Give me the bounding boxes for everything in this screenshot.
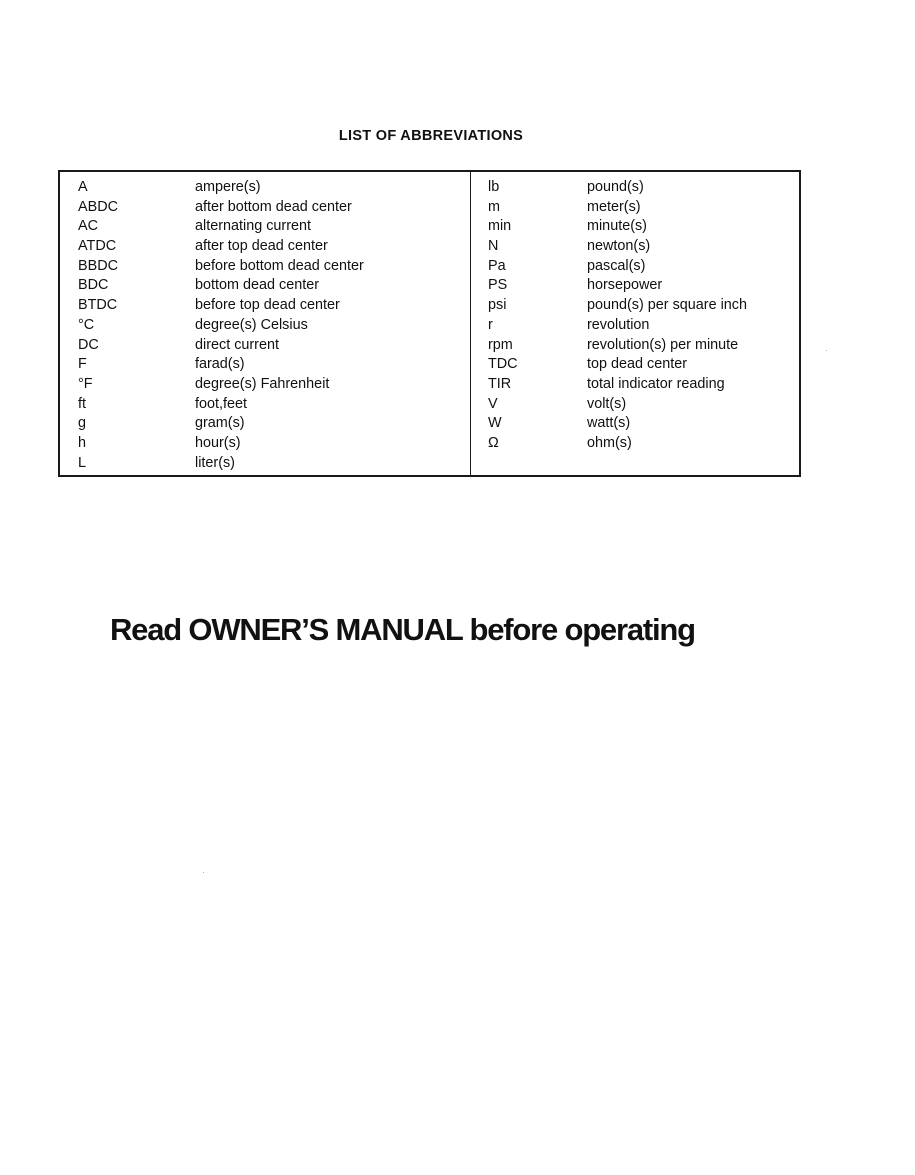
abbreviation-meaning: revolution	[587, 316, 650, 333]
abbreviation-term: PS	[488, 277, 508, 294]
abbreviation-meaning: degree(s) Fahrenheit	[195, 375, 330, 392]
abbreviation-term: r	[488, 316, 493, 333]
abbreviation-term: lb	[488, 179, 500, 195]
abbreviation-term: min	[488, 218, 512, 235]
abbreviation-term: h	[78, 434, 87, 451]
abbreviation-meaning: liter(s)	[195, 454, 235, 471]
abbreviation-term: °C	[78, 316, 95, 333]
abbreviation-meaning: foot,feet	[195, 395, 248, 412]
abbreviation-meaning: volt(s)	[587, 395, 627, 412]
abbreviation-term: A	[78, 179, 88, 195]
abbreviation-meaning: hour(s)	[195, 434, 241, 451]
abbreviation-meaning: farad(s)	[195, 356, 245, 373]
abbreviation-term: psi	[488, 297, 507, 314]
page-title: LIST OF ABBREVIATIONS	[338, 128, 524, 144]
scan-speck	[826, 350, 827, 351]
abbreviation-meaning: ampere(s)	[195, 179, 261, 195]
abbreviation-term: g	[78, 415, 87, 432]
abbreviation-meaning: revolution(s) per minute	[587, 336, 739, 353]
abbreviation-meaning: after bottom dead center	[195, 198, 352, 215]
abbreviation-meaning: pound(s) per square inch	[587, 297, 747, 314]
abbreviation-meaning: before bottom dead center	[195, 257, 364, 274]
abbreviation-term: Ω	[488, 434, 499, 451]
abbreviation-meaning: minute(s)	[587, 218, 647, 235]
abbreviation-term: BDC	[78, 277, 109, 294]
abbreviation-term: BBDC	[78, 257, 118, 274]
abbreviation-term: rpm	[488, 336, 513, 353]
abbreviation-term: Pa	[488, 257, 506, 274]
abbreviation-meaning: total indicator reading	[587, 375, 725, 392]
abbreviation-term: °F	[78, 375, 93, 392]
abbreviation-meaning: top dead center	[587, 356, 688, 373]
abbreviation-meaning: horsepower	[587, 277, 663, 294]
abbreviation-term: ATDC	[78, 238, 117, 255]
abbreviation-term: TDC	[488, 356, 518, 373]
abbreviations-table	[58, 170, 801, 477]
abbreviation-term: DC	[78, 336, 99, 353]
abbreviation-meaning: pound(s)	[587, 179, 644, 195]
abbreviation-term: AC	[78, 218, 98, 235]
abbreviation-meaning: direct current	[195, 336, 279, 353]
scan-speck	[203, 872, 204, 873]
abbreviation-meaning: degree(s) Celsius	[195, 316, 308, 333]
abbreviation-meaning: ohm(s)	[587, 434, 632, 451]
abbreviation-meaning: bottom dead center	[195, 277, 319, 294]
abbreviation-meaning: after top dead center	[195, 238, 328, 255]
abbreviation-term: ft	[78, 395, 86, 412]
abbreviation-term: BTDC	[78, 297, 118, 314]
abbreviation-term: W	[488, 415, 502, 432]
abbreviation-meaning: gram(s)	[195, 415, 245, 432]
abbreviation-term: F	[78, 356, 87, 373]
abbreviation-meaning: before top dead center	[195, 297, 340, 314]
abbreviation-term: TIR	[488, 375, 512, 392]
abbreviation-term: V	[488, 395, 498, 412]
abbreviation-meaning: pascal(s)	[587, 257, 646, 274]
column-divider	[470, 172, 471, 475]
abbreviation-term: L	[78, 454, 87, 471]
abbreviation-term: N	[488, 238, 499, 255]
owners-manual-notice: Read OWNER’S MANUAL before operating	[110, 612, 695, 647]
abbreviation-term: m	[488, 198, 500, 215]
abbreviation-meaning: newton(s)	[587, 238, 651, 255]
abbreviation-meaning: alternating current	[195, 218, 311, 235]
abbreviation-meaning: meter(s)	[587, 198, 641, 215]
abbreviation-term: ABDC	[78, 198, 118, 215]
abbreviation-meaning: watt(s)	[587, 415, 631, 432]
